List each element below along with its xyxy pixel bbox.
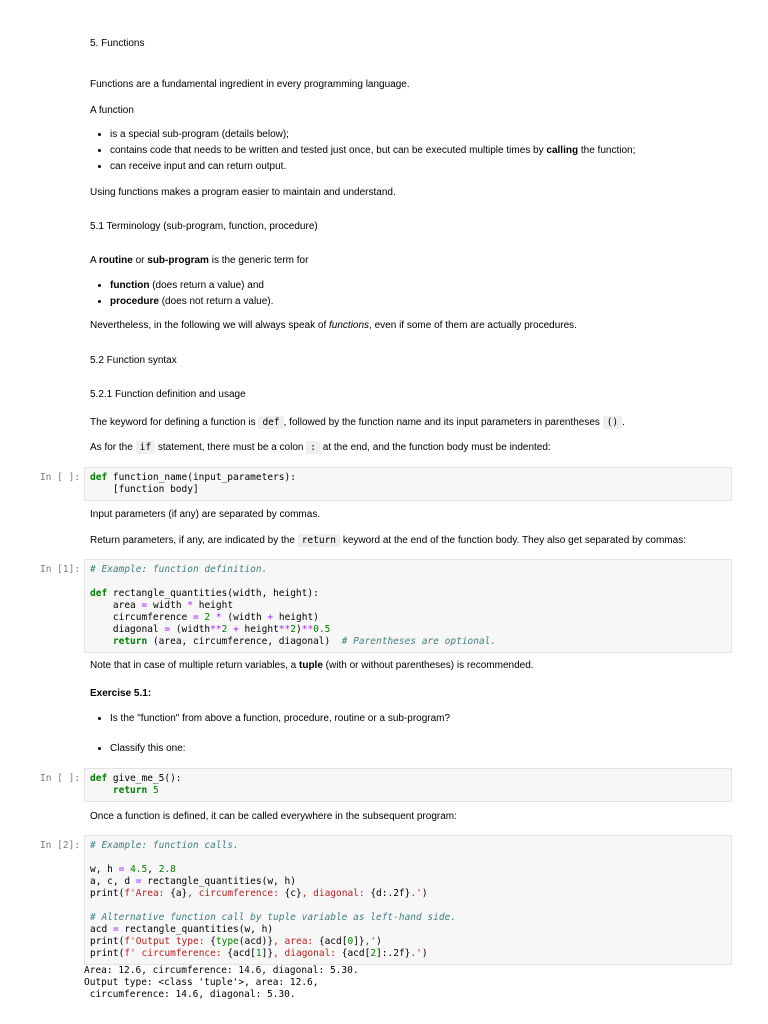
output-line: Output type: <class 'tuple'>, area: 12.6, (84, 977, 319, 988)
exercise-list (90, 712, 760, 755)
intro-paragraph: Functions are a fundamental ingredient in every programming language. (90, 79, 410, 90)
cell-prompt: In [ ]: (40, 773, 81, 784)
using-functions-paragraph: Using functions makes a program easier to maintain and understand. (90, 187, 396, 198)
input-parameters-paragraph: Input parameters (if any) are separated by commas. (90, 509, 321, 520)
list-item: • Classify this one: (110, 742, 760, 755)
cell-output (84, 965, 732, 1001)
list-item: • procedure (does not return a value). (110, 295, 760, 308)
exercise-heading: Exercise 5.1: (90, 688, 152, 699)
cell-prompt: In [2]: (40, 840, 81, 851)
code-cell-give-me-5[interactable]: def give_me_5(): return 5 (84, 768, 732, 802)
section-syntax-heading: 5.2 Function syntax (90, 355, 177, 366)
tuple-note-paragraph: Note that in case of multiple return variables, a tuple (with or without parentheses) is recommended. (90, 660, 534, 671)
output-line: Area: 12.6, circumference: 14.6, diagonal: 5.30. (84, 965, 359, 976)
page-title: 5. Functions (90, 38, 145, 49)
output-line: circumference: 14.6, diagonal: 5.30. (84, 989, 296, 1000)
function-properties-list (90, 128, 760, 173)
once-defined-paragraph: Once a function is defined, it can be called everywhere in the subsequent program: (90, 811, 457, 822)
code-cell-definition-syntax[interactable]: def function_name(input_parameters): [function body] (84, 467, 732, 501)
terminology-list (90, 279, 760, 308)
keyword-paragraph: The keyword for defining a function is def , followed by the function name and its input parameters in parentheses () . (90, 417, 625, 428)
return-paragraph: Return parameters, if any, are indicated by the return keyword at the end of the function body. They also get separated by commas: (90, 535, 686, 546)
section-terminology-heading: 5.1 Terminology (sub-program, function, procedure) (90, 221, 318, 232)
subsection-definition-heading: 5.2.1 Function definition and usage (90, 389, 246, 400)
list-item: • Is the "function" from above a function, procedure, routine or a sub-program? (110, 712, 760, 725)
code-cell-function-calls[interactable]: # Example: function calls. w, h = 4.5, 2.8 a, c, d = rectangle_quantities(w, h) print(f'Area: {a}, circumference: {c}, diagonal: {d:.2f}.') # Alternative function call by tuple variable as left-hand side. acd = rectangle_quantities(w, h) print(f'Output type: {type(acd)}, area: {acd[0]},') print(f' circumference: {acd[1]}, diagonal: {acd[2]:.2f}.') (84, 835, 732, 965)
cell-prompt: In [ ]: (40, 472, 81, 483)
list-item: • function (does return a value) and (110, 279, 760, 292)
a-function-label: A function (90, 105, 134, 116)
list-item: • contains code that needs to be written and tested just once, but can be executed multiple times by calling the function; (110, 144, 760, 157)
if-colon-paragraph: As for the if statement, there must be a colon : at the end, and the function body must be indented: (90, 442, 551, 453)
nevertheless-paragraph: Nevertheless, in the following we will always speak of functions, even if some of them are actually procedures. (90, 320, 577, 331)
cell-prompt: In [1]: (40, 564, 81, 575)
code-cell-function-definition[interactable]: # Example: function definition. def rectangle_quantities(width, height): area = width * height circumference = 2 * (width + height) diagonal = (width**2 + height**2)**0.5 return (area, circumference, diagonal) # Parentheses are optional. (84, 559, 732, 653)
terminology-paragraph: A routine or sub-program is the generic term for (90, 255, 309, 266)
list-item: • can receive input and can return output. (110, 160, 760, 173)
list-item: • is a special sub-program (details below); (110, 128, 760, 141)
